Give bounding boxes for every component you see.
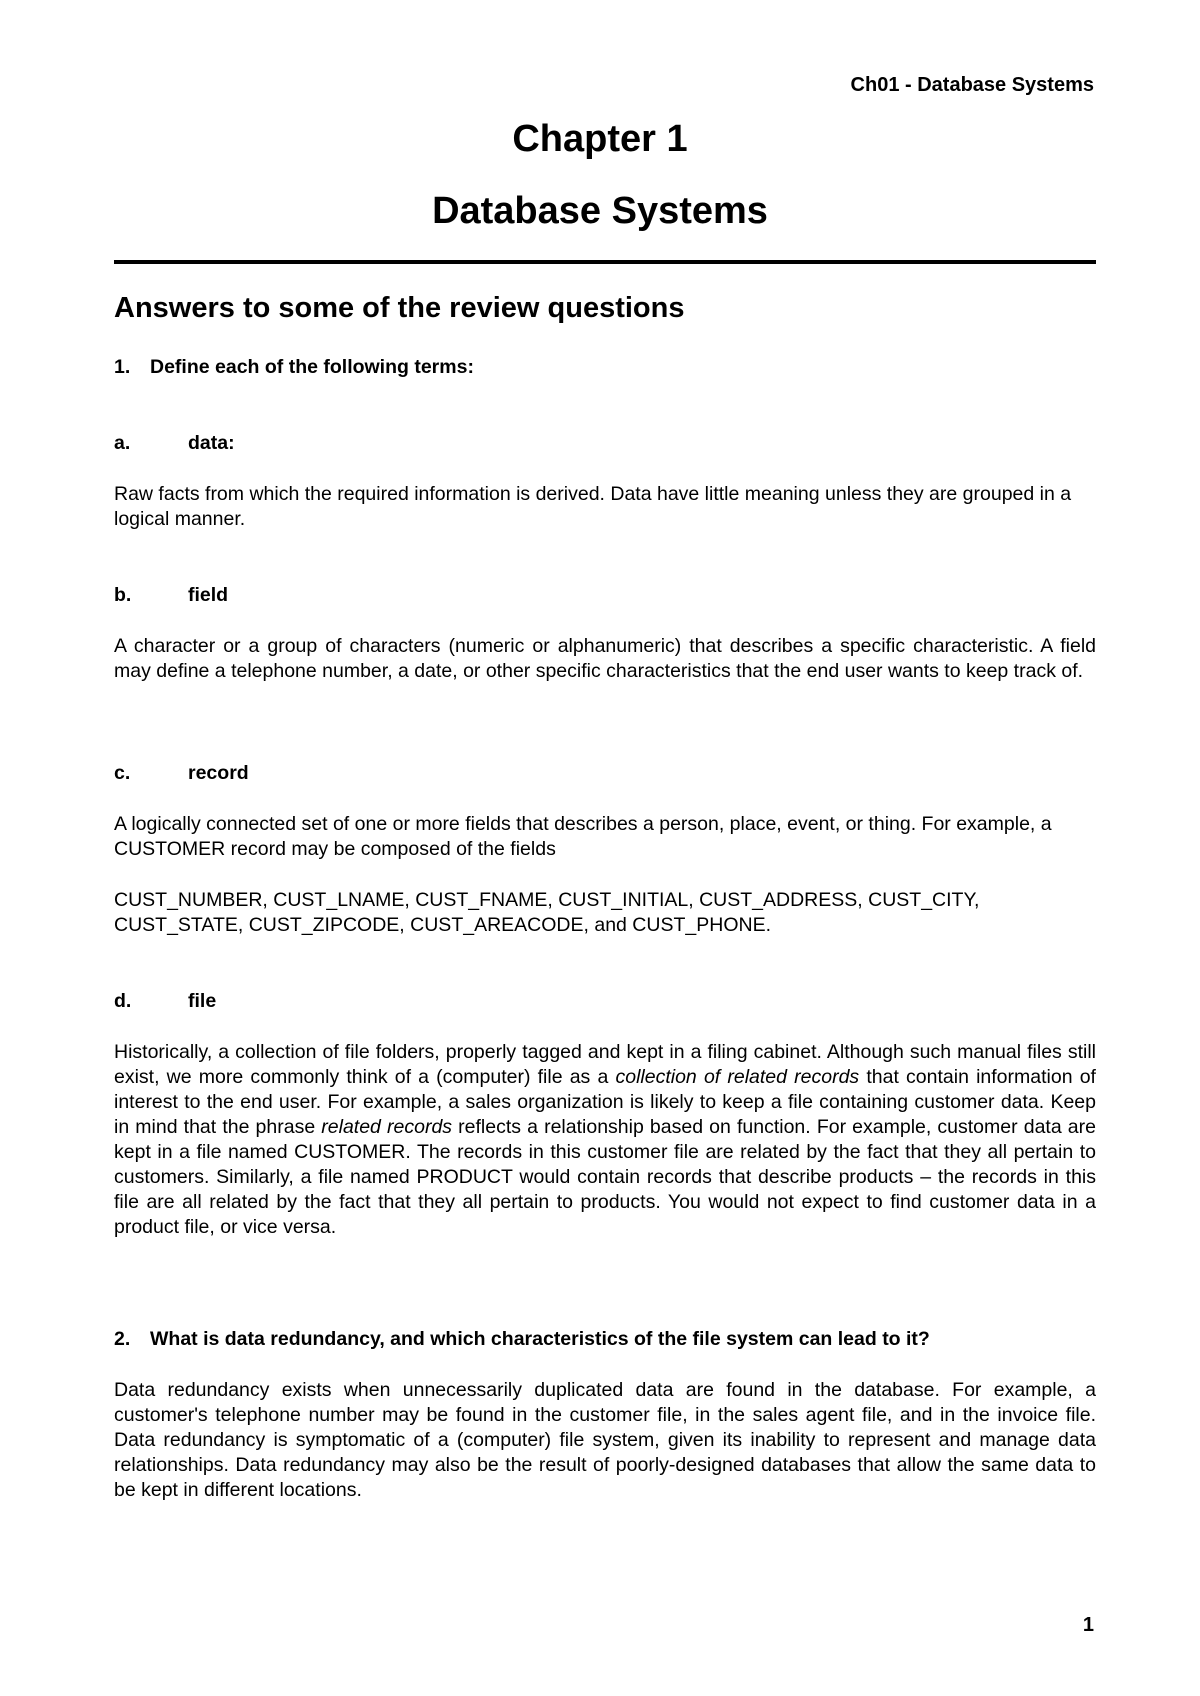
term-file-answer-part2: that contain information of interest to the end user. For example, a sales organization is likely to keep a file containing customer data. Keep in mind that the phrase	[114, 1066, 1096, 1138]
question-1-number: 1.	[114, 356, 131, 378]
term-data-heading	[114, 432, 235, 455]
title-divider	[114, 260, 1096, 264]
question-1-text: Define each of the following terms:	[150, 356, 474, 378]
term-data-label: data:	[188, 432, 235, 454]
term-field-label: field	[188, 584, 229, 606]
page-number: 1	[1082, 1614, 1094, 1636]
question-2-answer: Data redundancy exists when unnecessarily duplicated data are found in the database. For example, a customer's telephone number may be found in the customer file, in the sales agent file, and in the invoice file. Data redundancy is symptomatic of a (computer) file system, given its inability to represent and manage data relationships. Data redundancy may also be the result of poorly-designed databases that allow the same data to be kept in different locations.	[114, 1379, 1096, 1501]
term-file-answer-part1: Historically, a collection of file folders, properly tagged and kept in a filing cabinet. Although such manual files still exist, we more commonly think of a (computer) file as a	[114, 1041, 1096, 1088]
term-record-letter: c.	[114, 762, 131, 784]
term-file-answer-part3: reflects a relationship based on function. For example, customer data are kept in a file named CUSTOMER. The records in this customer file are related by the fact that they all pertain to customers. Similarly, a file named PRODUCT would contain records that describe products – the records in this file are all related by the fact that they all pertain to products. You would not expect to find customer data in a product file, or vice versa.	[114, 1116, 1096, 1238]
chapter-title: Database Systems	[432, 190, 768, 232]
term-record-label: record	[188, 762, 249, 784]
term-data-answer: Raw facts from which the required information is derived. Data have little meaning unless they are grouped in a logical manner.	[114, 483, 1072, 530]
term-file-answer	[114, 1040, 1096, 1240]
term-field-heading	[114, 584, 228, 607]
section-heading: Answers to some of the review questions	[114, 292, 685, 324]
term-record-answer: A logically connected set of one or more fields that describes a person, place, event, or thing. For example, a CUSTOMER record may be composed of the fields	[114, 813, 1052, 860]
question-2	[114, 1328, 930, 1351]
term-file-emphasis-1: collection of related records	[615, 1066, 860, 1088]
term-record-fields-list: CUST_NUMBER, CUST_LNAME, CUST_FNAME, CUST_INITIAL, CUST_ADDRESS, CUST_CITY, CUST_STATE, CUST_ZIPCODE, CUST_AREACODE, and CUST_PHONE.	[114, 889, 980, 936]
question-2-text: What is data redundancy, and which characteristics of the file system can lead to it?	[150, 1328, 930, 1350]
term-file-label: file	[188, 990, 217, 1012]
term-data-letter: a.	[114, 432, 131, 454]
chapter-number: Chapter 1	[512, 118, 688, 160]
term-file-heading	[114, 990, 216, 1013]
term-file-emphasis-2: related records	[321, 1116, 453, 1138]
term-field-letter: b.	[114, 584, 132, 606]
question-2-number: 2.	[114, 1328, 131, 1350]
term-file-letter: d.	[114, 990, 132, 1012]
running-header: Ch01 - Database Systems	[850, 74, 1094, 96]
question-1	[114, 356, 474, 379]
term-record-heading	[114, 762, 249, 785]
term-field-answer: A character or a group of characters (numeric or alphanumeric) that describes a specific characteristic. A field may define a telephone number, a date, or other specific characteristics that the end user wants to keep track of.	[114, 635, 1096, 682]
